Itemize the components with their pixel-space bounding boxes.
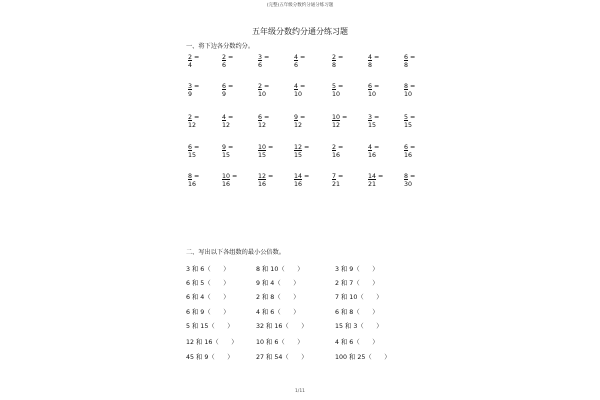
fraction-item: 3 = 15 — [366, 114, 390, 129]
fraction-item: 8 = 10 — [402, 83, 426, 98]
fraction-numerator: 10 — [332, 114, 341, 121]
fraction-numerator: 6 — [404, 144, 409, 151]
fraction-numerator: 4 — [294, 54, 299, 61]
fraction-numerator: 5 — [404, 114, 409, 121]
fraction-denominator: 15 — [258, 151, 267, 159]
fraction-numerator: 2 — [188, 54, 193, 61]
lcm-item: 9 和 4（ ） — [256, 280, 300, 287]
lcm-item: 3 和 6（ ） — [186, 266, 230, 273]
fraction-denominator: 10 — [258, 90, 267, 98]
lcm-item: 6 和 8（ ） — [335, 309, 379, 316]
fraction-item: 9 = 12 — [292, 114, 316, 129]
fraction-denominator: 6 — [222, 61, 227, 69]
page-title: 五年级分数约分通分练习题 — [252, 27, 348, 36]
fraction-item: 10 = 16 — [220, 173, 244, 188]
fraction-numerator: 8 — [404, 173, 409, 180]
section-2-heading: 二、写出以下各组数的最小公倍数。 — [186, 249, 285, 256]
lcm-item: 45 和 9（ ） — [186, 354, 234, 361]
lcm-item: 4 和 6（ ） — [335, 339, 379, 346]
fraction-numerator: 4 — [368, 144, 373, 151]
fraction-denominator: 6 — [258, 61, 263, 69]
fraction-numerator: 2 — [332, 54, 337, 61]
fraction-item: 5 = 15 — [402, 114, 426, 129]
fraction-denominator: 6 — [294, 61, 299, 69]
fraction-denominator: 15 — [188, 151, 197, 159]
lcm-item: 27 和 54（ ） — [256, 354, 308, 361]
fraction-numerator: 14 — [368, 173, 377, 180]
fraction-item: 3 = 6 — [256, 54, 280, 69]
fraction-denominator: 16 — [258, 180, 267, 188]
fraction-item: 2 = 16 — [330, 144, 354, 159]
lcm-item: 12 和 16（ ） — [186, 339, 238, 346]
fraction-numerator: 7 — [332, 173, 337, 180]
fraction-denominator: 4 — [188, 61, 193, 69]
section-1-heading: 一、将下边各分数约分。 — [186, 43, 255, 50]
fraction-item: 4 = 8 — [366, 54, 390, 69]
fraction-denominator: 12 — [332, 121, 341, 129]
fraction-numerator: 2 — [188, 114, 193, 121]
fraction-item: 14 = 21 — [366, 173, 390, 188]
fraction-numerator: 5 — [332, 83, 337, 90]
fraction-item: 6 = 10 — [366, 83, 390, 98]
fraction-numerator: 12 — [258, 173, 267, 180]
fraction-numerator: 6 — [258, 114, 263, 121]
fraction-item: 2 = 8 — [330, 54, 354, 69]
fraction-denominator: 12 — [222, 121, 231, 129]
fraction-numerator: 6 — [188, 144, 193, 151]
lcm-item: 32 和 16（ ） — [256, 323, 308, 330]
lcm-item: 2 和 7（ ） — [335, 280, 379, 287]
fraction-item: 4 = 12 — [220, 114, 244, 129]
lcm-item: 6 和 4（ ） — [186, 294, 230, 301]
fraction-denominator: 8 — [332, 61, 337, 69]
page-header: (完整)五年级分数约分通分练习题 — [266, 3, 334, 8]
fraction-item: 4 = 6 — [292, 54, 316, 69]
fraction-item: 6 = 15 — [186, 144, 210, 159]
fraction-item: 4 = 10 — [292, 83, 316, 98]
lcm-item: 8 和 10（ ） — [256, 266, 304, 273]
fraction-numerator: 6 — [222, 83, 227, 90]
fraction-denominator: 12 — [258, 121, 267, 129]
fraction-denominator: 30 — [404, 180, 413, 188]
fraction-denominator: 12 — [188, 121, 197, 129]
fraction-denominator: 15 — [368, 121, 377, 129]
fraction-item: 6 = 8 — [402, 54, 426, 69]
lcm-item: 5 和 15（ ） — [186, 323, 234, 330]
fraction-item: 7 = 21 — [330, 173, 354, 188]
lcm-item: 4 和 6（ ） — [256, 309, 300, 316]
lcm-item: 100 和 25（ ） — [335, 354, 391, 361]
fraction-item: 5 = 10 — [330, 83, 354, 98]
fraction-numerator: 4 — [368, 54, 373, 61]
fraction-denominator: 16 — [368, 151, 377, 159]
fraction-denominator: 21 — [332, 180, 341, 188]
fraction-denominator: 16 — [294, 180, 303, 188]
lcm-item: 10 和 6（ ） — [256, 339, 304, 346]
fraction-numerator: 2 — [258, 83, 263, 90]
fraction-item: 12 = 16 — [256, 173, 280, 188]
lcm-item: 3 和 9（ ） — [335, 266, 379, 273]
fraction-numerator: 3 — [188, 83, 193, 90]
lcm-item: 6 和 5（ ） — [186, 280, 230, 287]
fraction-item: 2 = 4 — [186, 54, 210, 69]
fraction-item: 8 = 16 — [186, 173, 210, 188]
fraction-denominator: 10 — [294, 90, 303, 98]
fraction-item: 6 = 12 — [256, 114, 280, 129]
fraction-denominator: 10 — [332, 90, 341, 98]
fraction-denominator: 16 — [188, 180, 197, 188]
fraction-numerator: 8 — [404, 83, 409, 90]
fraction-numerator: 3 — [258, 54, 263, 61]
lcm-item: 7 和 10（ ） — [335, 294, 383, 301]
fraction-numerator: 10 — [258, 144, 267, 151]
fraction-numerator: 9 — [222, 144, 227, 151]
fraction-denominator: 15 — [404, 121, 413, 129]
fraction-numerator: 12 — [294, 144, 303, 151]
fraction-numerator: 14 — [294, 173, 303, 180]
fraction-numerator: 3 — [368, 114, 373, 121]
fraction-denominator: 21 — [368, 180, 377, 188]
fraction-item: 14 = 16 — [292, 173, 316, 188]
page-number: 1/11 — [294, 389, 306, 394]
fraction-item: 9 = 15 — [220, 144, 244, 159]
fraction-numerator: 2 — [332, 144, 337, 151]
fraction-denominator: 10 — [368, 90, 377, 98]
fraction-denominator: 15 — [294, 151, 303, 159]
fraction-item: 10 = 12 — [330, 114, 354, 129]
fraction-item: 2 = 10 — [256, 83, 280, 98]
fraction-denominator: 9 — [222, 90, 227, 98]
fraction-denominator: 9 — [188, 90, 193, 98]
fraction-item: 10 = 15 — [256, 144, 280, 159]
fraction-numerator: 4 — [222, 114, 227, 121]
fraction-denominator: 16 — [332, 151, 341, 159]
lcm-item: 15 和 3（ ） — [335, 323, 383, 330]
fraction-numerator: 8 — [188, 173, 193, 180]
fraction-denominator: 15 — [222, 151, 231, 159]
fraction-item: 2 = 12 — [186, 114, 210, 129]
fraction-item: 4 = 16 — [366, 144, 390, 159]
fraction-denominator: 16 — [222, 180, 231, 188]
lcm-item: 6 和 9（ ） — [186, 309, 230, 316]
fraction-numerator: 9 — [294, 114, 299, 121]
fraction-item: 3 = 9 — [186, 83, 210, 98]
fraction-item: 6 = 16 — [402, 144, 426, 159]
fraction-item: 12 = 15 — [292, 144, 316, 159]
fraction-numerator: 2 — [222, 54, 227, 61]
fraction-denominator: 8 — [404, 61, 409, 69]
fraction-denominator: 10 — [404, 90, 413, 98]
fraction-item: 8 = 30 — [402, 173, 426, 188]
fraction-item: 2 = 6 — [220, 54, 244, 69]
fraction-numerator: 6 — [368, 83, 373, 90]
fraction-numerator: 4 — [294, 83, 299, 90]
fraction-denominator: 8 — [368, 61, 373, 69]
fraction-numerator: 6 — [404, 54, 409, 61]
lcm-item: 2 和 8（ ） — [256, 294, 300, 301]
fraction-numerator: 10 — [222, 173, 231, 180]
fraction-item: 6 = 9 — [220, 83, 244, 98]
fraction-denominator: 12 — [294, 121, 303, 129]
fraction-denominator: 16 — [404, 151, 413, 159]
